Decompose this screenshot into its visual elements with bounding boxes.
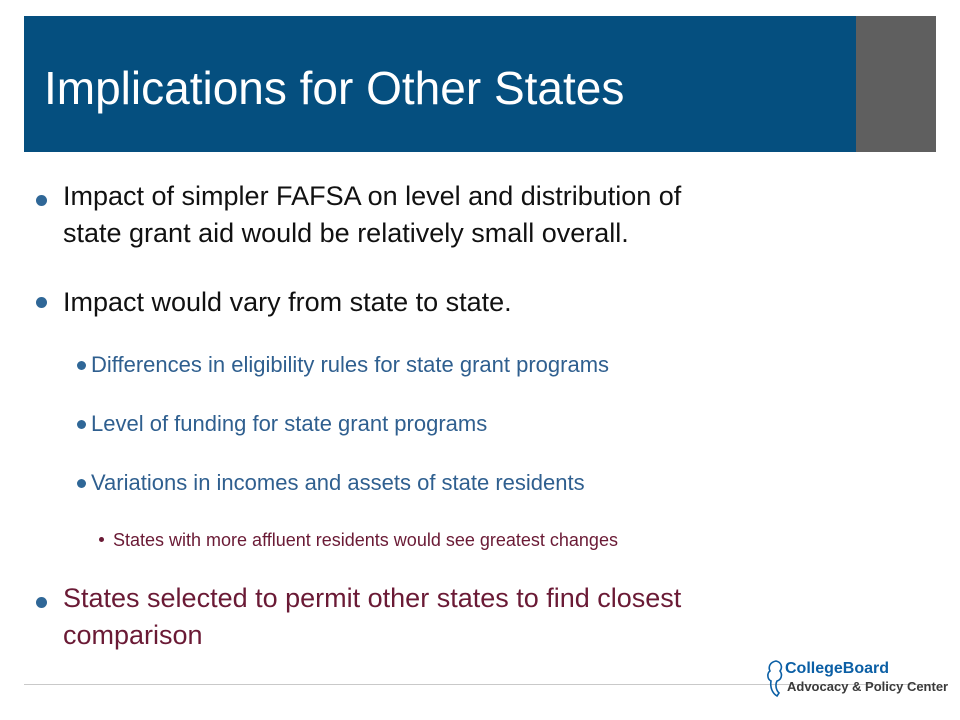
sub-sub-bullet-text: States with more affluent residents would see greatest changes — [113, 530, 618, 550]
logo-wordmark: CollegeBoard — [785, 660, 890, 677]
bullet-text: Impact of simpler FAFSA on level and distribution of state grant aid would be relatively small overall. — [63, 181, 682, 248]
sub-bullet-text: Level of funding for state grant programs — [91, 411, 488, 436]
bullet-text: Impact would vary from state to state. — [63, 287, 512, 317]
acorn-icon — [765, 659, 787, 699]
bullet-icon — [36, 597, 47, 608]
title-banner-side — [856, 16, 936, 152]
sub-bullet-text: Differences in eligibility rules for state grant programs — [91, 352, 610, 377]
sub-bullet-icon — [77, 420, 86, 429]
bullet-text: States selected to permit other states to find closest comparison — [63, 583, 682, 650]
bullet-icon — [36, 195, 47, 206]
sub-bullet-icon — [77, 361, 86, 370]
sub-bullet-text: Variations in incomes and assets of state residents — [91, 470, 585, 495]
slide-title: Implications for Other States — [44, 62, 625, 114]
sub-bullet-icon — [77, 479, 86, 488]
sub-sub-bullet-icon — [99, 537, 104, 542]
collegeboard-logo — [765, 655, 949, 701]
logo-subtitle: Advocacy & Policy Center — [787, 679, 949, 694]
bullet-icon — [36, 297, 47, 308]
